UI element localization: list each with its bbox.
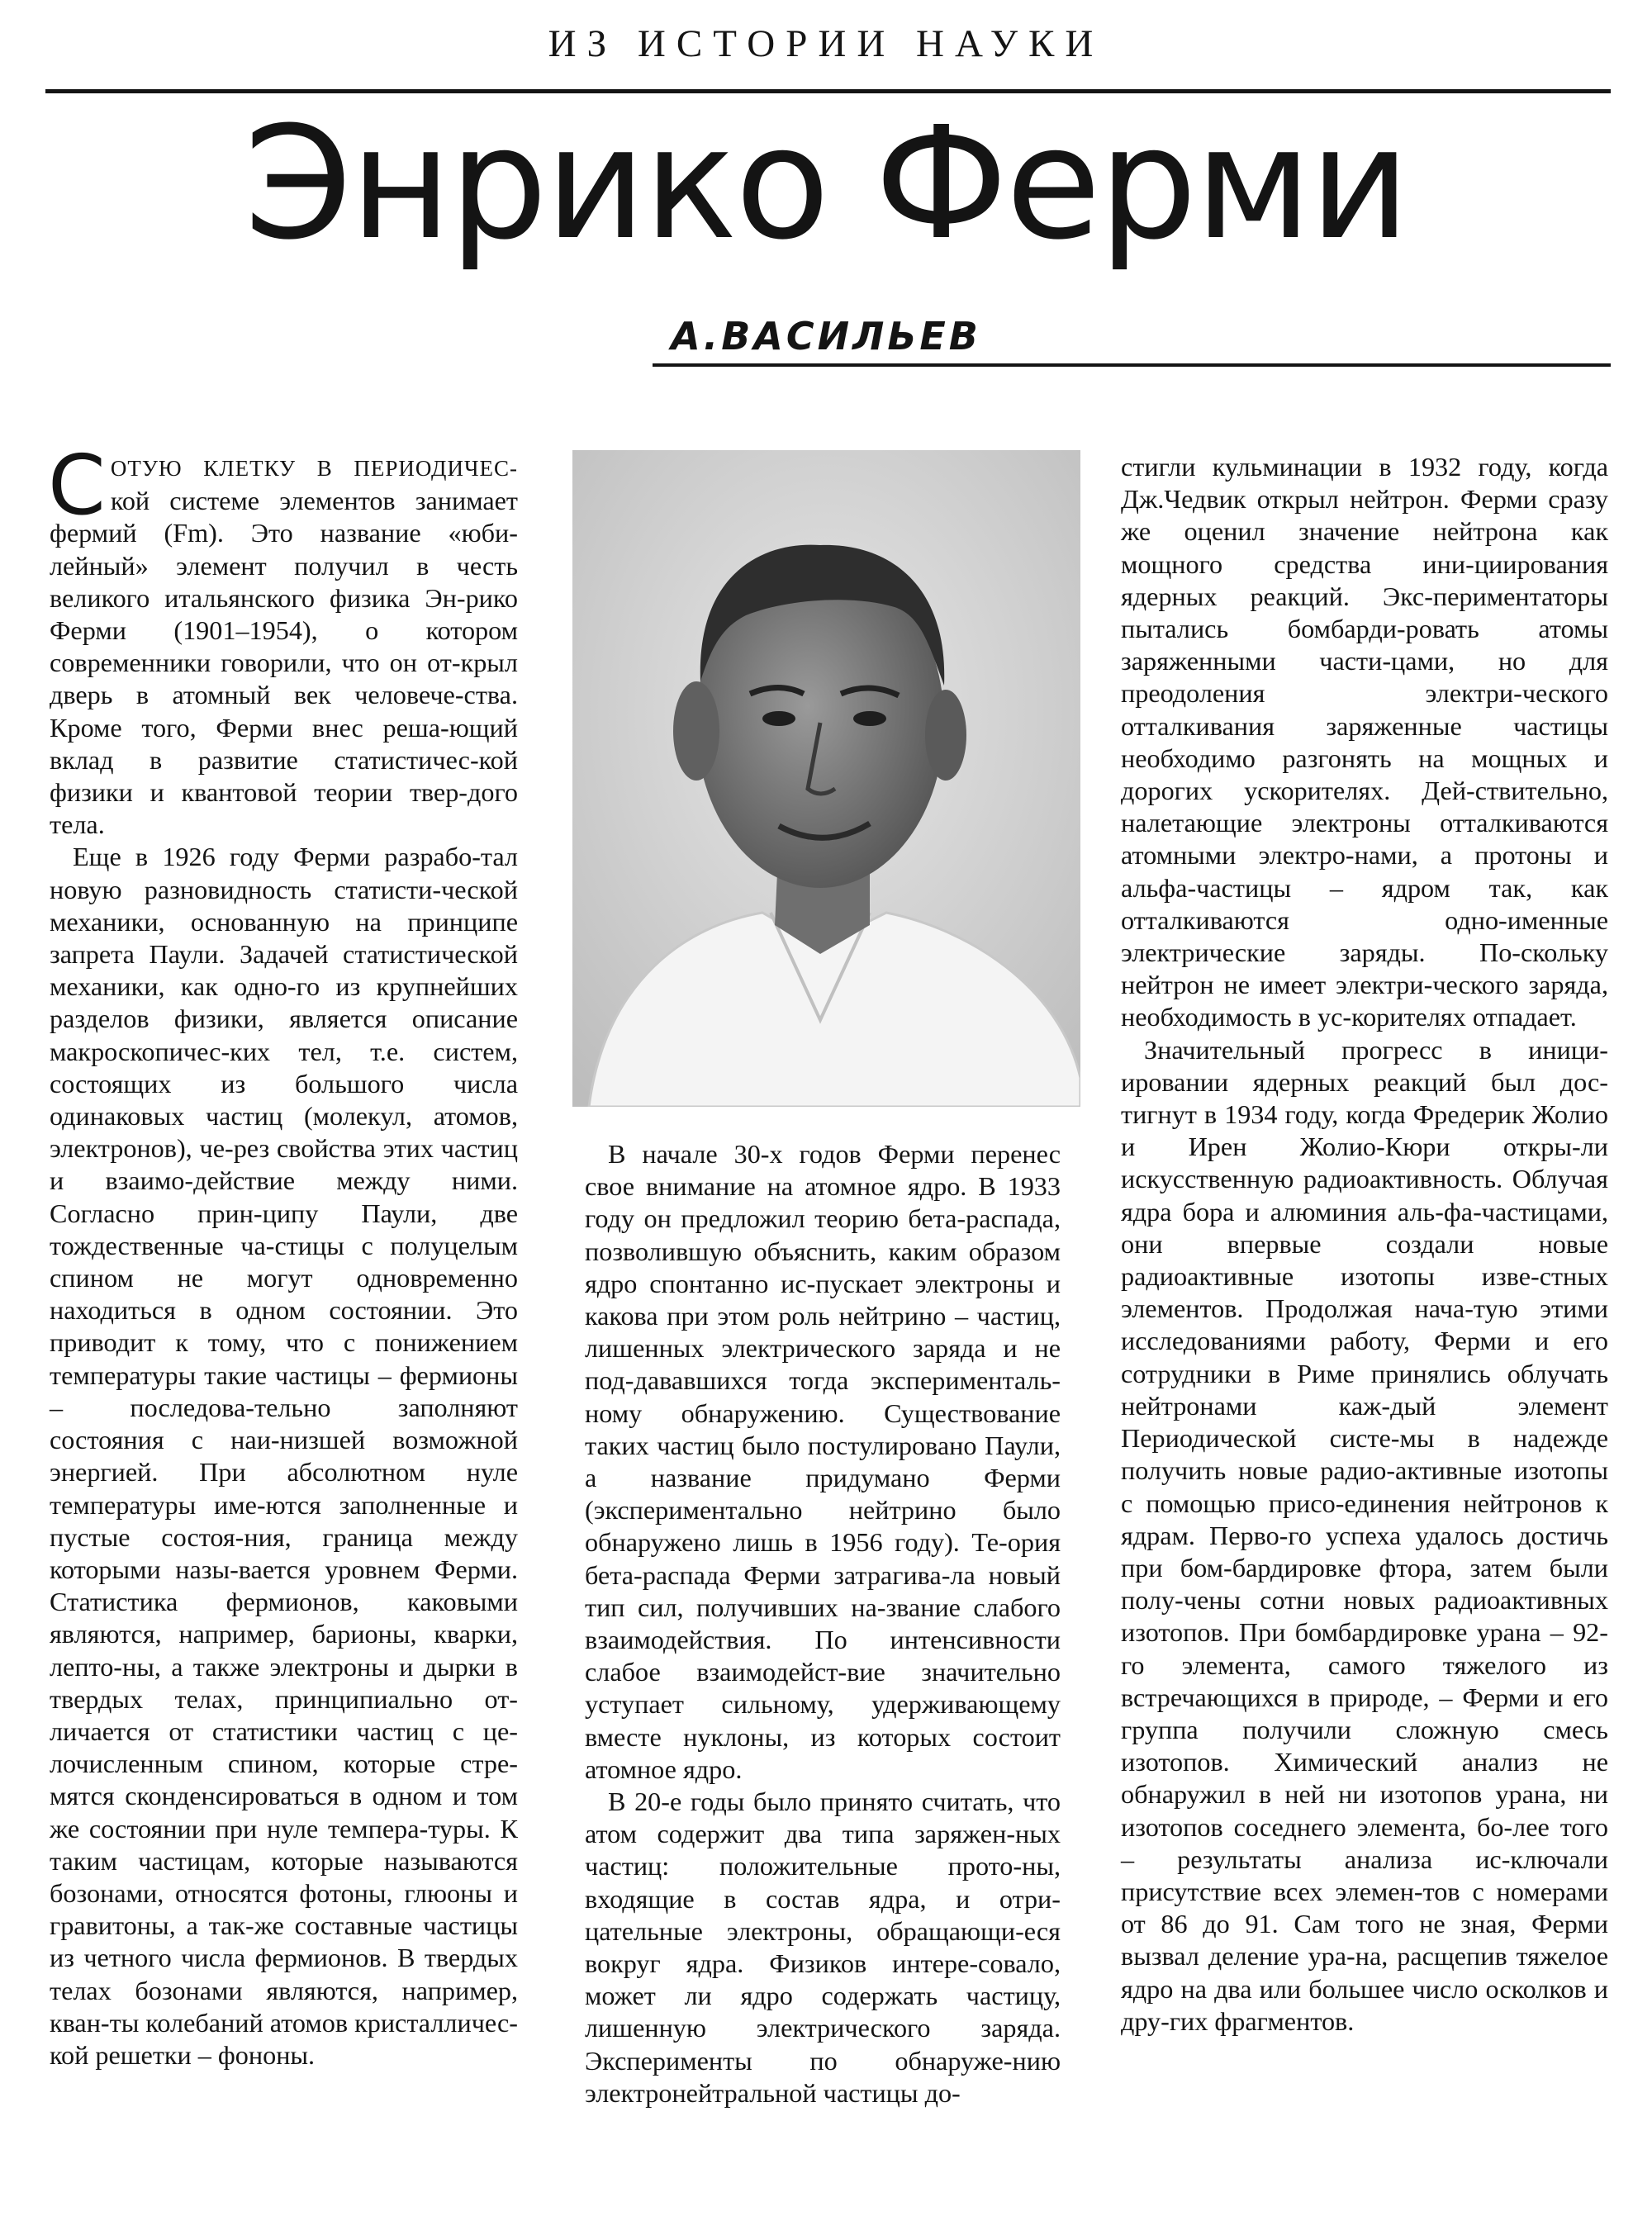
paragraph: В начале 30-х годов Ферми перенес свое внимание на атомное ядро. В 1933 году он предложил теорию бета-распада, позволившую объяснить, каким образом ядро спонтанно ис-пускает электроны и какова при этом роль нейтрино – частиц, лишенных электрического заряда и не под-дававшихся тогда эксперименталь-ному обнаружению. Существование таких частиц было постулировано Паули, а название придумано Ферми (экспериментально нейтрино было обнаружено лишь в 1956 году). Те-ория бета-распада Ферми затрагива-ла новый тип сил, получивших на-звание слабого взаимодействия. По интенсивности слабое взаимодейст-вие значительно уступает сильному, удерживающему вместе нуклоны, из которых состоит атомное ядро. bbox=[585, 1139, 1061, 1784]
drop-cap: С bbox=[48, 437, 106, 534]
paragraph: стигли кульминации в 1932 году, когда Дж.Чедвик открыл нейтрон. Ферми сразу же оценил значение нейтрона как мощного средства ини-циирования ядерных реакций. Экс-периментаторы пытались бомбарди-ровать атомы заряженными части-цами, но для преодоления электри-ческого отталкивания заряженные частицы необходимо разгонять на мощных и дорогих ускорителях. Дей-ствительно, налетающие электроны отталкиваются атомными электро-нами, а протоны и альфа-частицы – ядром так, как отталкиваются одно-именные электрические заряды. По-скольку нейтрон не имеет электри-ческого заряда, необходимость в ус-корителях отпадает. bbox=[1121, 452, 1608, 1032]
left-eye bbox=[762, 711, 795, 726]
left-ear bbox=[673, 681, 719, 781]
text-column-2 bbox=[585, 1138, 1061, 2109]
paragraph-text: кой системе элементов занимает фермий (Fm). Это название «юби-лейный» элемент получил в честь великого итальянского физика Эн-рико Ферми (1901–1954), о котором современники говорили, что он от-крыл дверь в атомный век человече-ства. Кроме того, Ферми внес реша-ющий вклад в развитие статистичес-кой физики и квантовой теории твер-дого тела. bbox=[50, 486, 518, 840]
lead-small-caps: ОТУЮ КЛЕТКУ В ПЕРИОДИЧЕС- bbox=[110, 456, 518, 481]
author-rule bbox=[653, 363, 1611, 367]
paragraph bbox=[48, 437, 518, 841]
paragraph: В 20-е годы было принято считать, что атом содержит два типа заряжен-ных частиц: положительные прото-ны, входящие в состав ядра, и отри-цательные электроны, обращающи-еся вокруг ядра. Физиков интере-совало, может ли ядро содержать частицу, лишенную электрического заряда. Эксперименты по обнаруже-нию электронейтральной частицы до- bbox=[585, 1787, 1061, 2108]
text-column-1 bbox=[48, 437, 518, 2071]
article-title: Энрико Ферми bbox=[244, 93, 1408, 274]
portrait-photo bbox=[572, 450, 1080, 1107]
text-column-3 bbox=[1121, 451, 1608, 2038]
article-author: А.ВАСИЛЬЕВ bbox=[671, 314, 981, 358]
section-rubric: ИЗ ИСТОРИИ НАУКИ bbox=[548, 22, 1104, 65]
right-eye bbox=[853, 711, 886, 726]
right-ear bbox=[925, 690, 966, 781]
paragraph: Значительный прогресс в иници-ировании ядерных реакций был дос-тигнут в 1934 году, когда Фредерик Жолио и Ирен Жолио-Кюри откры-ли искусственную радиоактивность. Облучая ядра бора и алюминия аль-фа-частицами, они впервые создали новые радиоактивные изотопы изве-стных элементов. Продолжая нача-тую этими исследованиями работу, Ферми и его сотрудники в Риме принялись облучать нейтронами каж-дый элемент Периодической систе-мы в надежде получить новые радио-активные изотопы с помощью присо-единения нейтронов к ядрам. Перво-го успеха удалось достичь при бом-бардировке фтора, затем были полу-чены сотни новых радиоактивных изотопов. При бомбардировке урана – 92-го элемента, самого тяжелого из встречающихся в природе, – Ферми и его группа получили сложную смесь изотопов. Химический анализ не обнаружил в ней ни изотопов урана, ни изотопов соседнего элемента, бо-лее того – результаты анализа ис-ключали присутствие всех элемен-тов с номерами от 86 до 91. Сам того не зная, Ферми вызвал деление ура-на, расщепив тяжелое ядро на два или большее число осколков и дру-гих фрагментов. bbox=[1121, 1034, 1608, 2036]
paragraph: Еще в 1926 году Ферми разрабо-тал новую разновидность статисти-ческой механики, основанную на принципе запрета Паули. Задачей статистической механики, как одно-го из крупнейших разделов физики, является описание макроскопичес-ких тел, т.е. систем, состоящих из большого числа одинаковых частиц (молекул, атомов, электронов), че-рез свойства этих частиц и взаимо-действие между ними. Согласно прин-ципу Паули, две тождественные ча-стицы с полуцелым спином не могут одновременно находиться в одном состоянии. Это приводит к тому, что с понижением температуры такие частицы – фермионы – последова-тельно заполняют состояния с наи-низшей возможной энергией. При абсолютном нуле температуры име-ются заполненные и пустые состоя-ния, граница между которыми назы-вается уровнем Ферми. Статистика фермионов, каковыми являются, например, барионы, кварки, лепто-ны, а также электроны и дырки в твердых телах, принципиально от-личается от статистики частиц с це-лочисленным спином, которые стре-мятся сконденсироваться в одном и том же состоянии при нуле темпера-туры. К таким частицам, которые называются бозонами, относятся фотоны, глюоны и гравитоны, а так-же составные частицы из четного числа фермионов. В твердых телах бозонами являются, например, кван-ты колебаний атомов кристалличес-кой решетки – фононы. bbox=[50, 842, 518, 2070]
